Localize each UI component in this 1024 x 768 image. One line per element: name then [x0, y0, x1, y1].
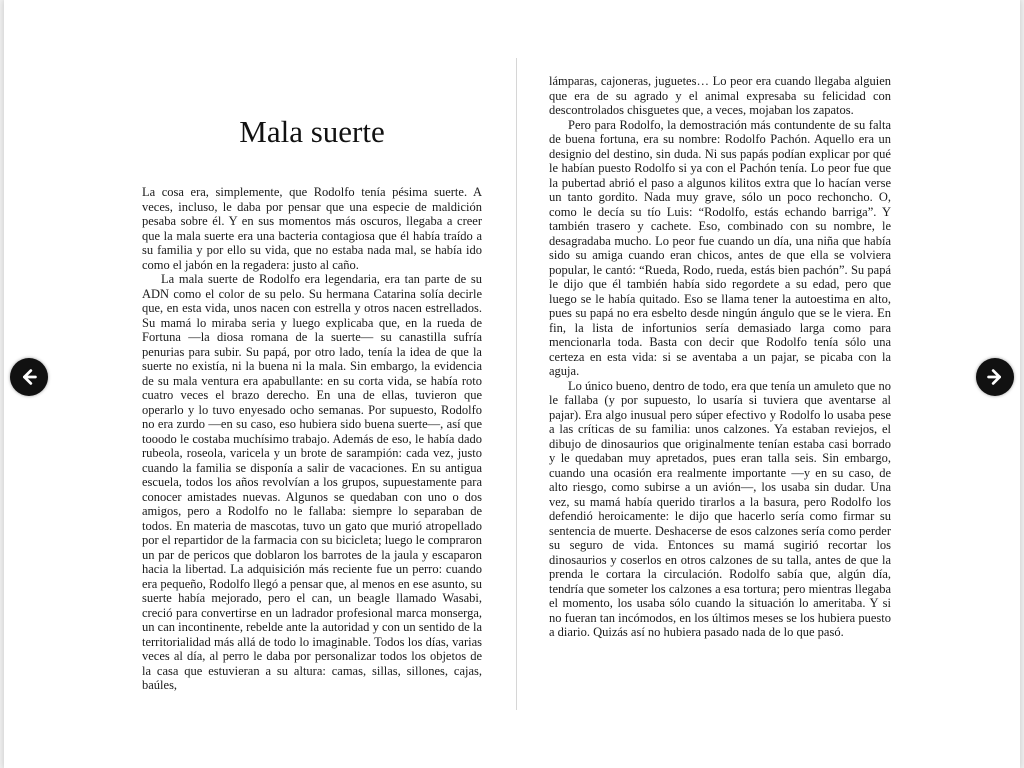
paragraph: Pero para Rodolfo, la demostración más contundente de su falta de buena fortuna, era su nombre: Rodolfo Pachón. Aquello era un designio del destino, sin duda. Ni sus papás podían explicar por qué le habían puesto Rodolfo si ya con el Pachón tenía. Lo peor fue que la pubertad abrió el paso a algunos kilitos extra que lo hacían verse un tanto gordito. Nada muy grave, sólo un poco rechoncho. O, como le decía su tío Luis: “Rodolfo, estás echando barriga”. Y también trasero y cachete. Eso, combinado con su nombre, le desagradaba mucho. Lo peor fue cuando un día, una niña que había sido su amiga cuando eran chicos, antes de que ella se volviera popular, le cantó: “Rueda, Rodo, rueda, estás bien pachón”. Su papá le dijo que él también había sido regordete a su edad, pero que luego se le había quitado. Eso se llama tener la autoestima en alto, pues su papá no era esbelto desde ningún ángulo que se le viera. En fin, la lista de infortunios sería demasiado larga como para mencionarla toda. Basta con decir que Rodolfo tenía sólo una certeza en esta vida: si se aventaba a un pajar, se picaba con la aguja. [549, 117, 891, 378]
next-page-button[interactable] [976, 358, 1014, 396]
right-page-text [549, 74, 891, 640]
paragraph: La cosa era, simplemente, que Rodolfo tenía pésima suerte. A veces, incluso, le daba por pensar que una especie de maldición pesaba sobre él. Y en sus momentos más oscuros, llegaba a creer que la mala suerte era una bacteria contagiosa que él había traído a su familia y por ello su vida, que no estaba nada mal, se había ido como el jabón en la regadera: justo al caño. [142, 185, 482, 272]
paragraph: lámparas, cajoneras, juguetes… Lo peor era cuando llegaba alguien que era de su agrado y el animal expresaba su felicidad con descontrolados chisguetes que, a veces, mojaban los zapatos. [549, 74, 891, 117]
paragraph: La mala suerte de Rodolfo era legendaria, era tan parte de su ADN como el color de su pelo. Su hermana Catarina solía decirle que, en esta vida, unos nacen con estrella y otros nacen estrellados. Su mamá lo miraba seria y luego explicaba que, en la rueda de Fortuna —la diosa romana de la suerte— su canastilla sufría penurias para subir. Su papá, por otro lado, tenía la idea de que la suerte no existía, ni la buena ni la mala. Sin embargo, la evidencia de su mala ventura era apabullante: en su corta vida, se había roto cuatro veces el brazo derecho. En una de ellas, tuvieron que operarlo y lo tuvo enyesado ocho semanas. Por supuesto, Rodolfo no era zurdo —en su caso, eso hubiera sido buena suerte—, así que tooodo le costaba muchísimo trabajo. Además de eso, le había dado rubeola, roseola, varicela y un brote de sarampión: cada vez, justo cuando la familia se disponía a salir de vacaciones. En su antigua escuela, todos los años revolvían a los grupos, supuestamente para conocer amistades nuevas. Algunos se quedaban con uno o dos amigos, pero a Rodolfo no le fallaba: siempre lo separaban de todos. En materia de mascotas, tuvo un gato que murió atropellado por el repartidor de la farmacia con su bicicleta; luego le compraron un par de pericos que doblaron los barrotes de la jaula y escaparon hacia la libertad. La adquisición más reciente fue un perro: cuando era pequeño, Rodolfo llegó a pensar que, al menos en ese asunto, su suerte había mejorado, pero el can, un beagle llamado Wasabi, creció para convertirse en un ladrador profesional marca monserga, un can incontinente, rebelde ante la autoridad y con un sentido de la territorialidad más allá de todo lo imaginable. Todos los días, varias veces al día, al perro le daba por personalizar todos los objetos de la casa que estuvieran a su altura: camas, sillas, sillones, cajas, baúles, [142, 272, 482, 692]
arrow-left-icon [18, 366, 40, 388]
previous-page-button[interactable] [10, 358, 48, 396]
left-page-text [142, 185, 482, 693]
book-spread [4, 0, 1020, 768]
arrow-right-icon [984, 366, 1006, 388]
paragraph: Lo único bueno, dentro de todo, era que tenía un amuleto que no le fallaba (y por supuesto, lo usaría si tuviera que aventarse al pajar). Era algo inusual pero súper efectivo y Rodolfo lo usaba pese a las críticas de su familia: unos calzones. Ya estaban reviejos, el dibujo de dinosaurios que originalmente tenían estaba casi borrado y le quedaban muy apretados, pues eran talla seis. Sin embargo, cuando una ocasión era realmente importante —y en su caso, de alto riesgo, como subirse a un avión—, los usaba sin dudar. Una vez, su mamá había querido tirarlos a la basura, pero Rodolfo los defendió heroicamente: le dijo que hacerlo sería como firmar su sentencia de muerte. Deshacerse de esos calzones sería como perder su seguro de vida. Entonces su mamá sugirió recortar los dinosaurios y coserlos en otros calzones de su talla, antes de que la prenda le cortara la circulación. Rodolfo sabía que, algún día, tendría que someter los calzones a esa tortura; pero mientras llegaba el momento, los usaba sólo cuando la situación lo ameritaba. Y si no fueran tan incómodos, en los últimos meses se los hubiera puesto a diario. Quizás así no hubiera pasado nada de lo que pasó. [549, 378, 891, 639]
chapter-title: Mala suerte [239, 114, 385, 149]
page-gutter [516, 58, 517, 710]
